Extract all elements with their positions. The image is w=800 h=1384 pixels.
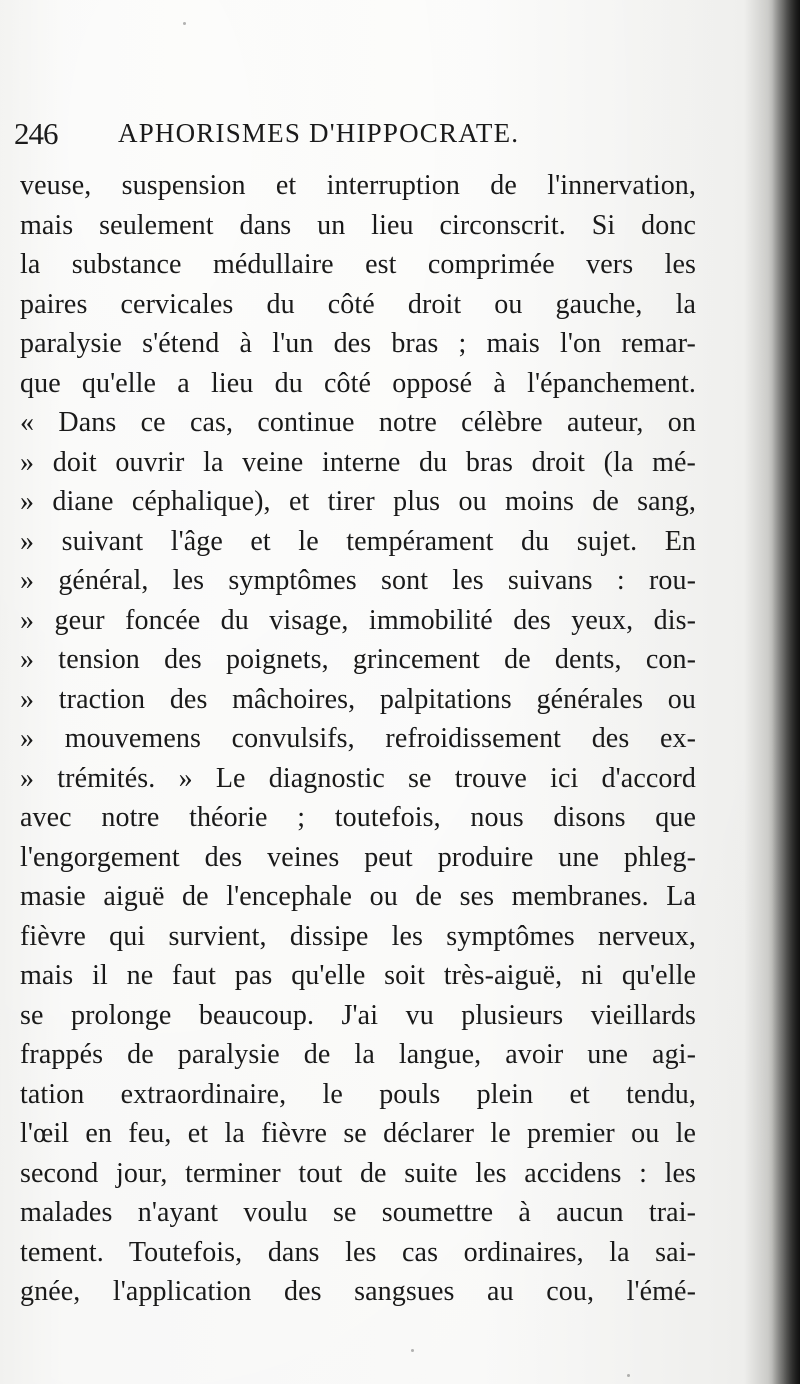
page-header: [14, 116, 734, 156]
text-line: se prolonge beaucoup. J'ai vu plusieurs vieillards: [20, 999, 696, 1031]
text-line: veuse, suspension et interruption de l'innervation,: [20, 170, 696, 201]
text-line: » suivant l'âge et le tempérament du sujet. En: [20, 525, 696, 557]
text-line: second jour, terminer tout de suite les accidens : les: [20, 1157, 696, 1189]
text-line: paires cervicales du côté droit ou gauche, la: [20, 288, 696, 320]
text-line: » général, les symptômes sont les suivans : rou-: [20, 565, 696, 596]
text-line: mais seulement dans un lieu circonscrit. Si donc: [20, 209, 696, 241]
text-line: » tension des poignets, grincement de dents, con-: [20, 644, 696, 675]
text-line: mais il ne faut pas qu'elle soit très-aiguë, ni qu'elle: [20, 960, 696, 991]
running-title: APHORISMES D'HIPPOCRATE.: [118, 118, 520, 148]
text-line: » trémités. » Le diagnostic se trouve ici d'accord: [20, 762, 696, 794]
page-number: 246: [14, 116, 58, 151]
text-line: que qu'elle a lieu du côté opposé à l'épanchement.: [20, 367, 696, 399]
text-line: la substance médullaire est comprimée vers les: [20, 249, 696, 280]
text-line: malades n'ayant voulu se soumettre à aucun trai-: [20, 1197, 696, 1228]
text-line: tement. Toutefois, dans les cas ordinaires, la sai-: [20, 1236, 696, 1268]
text-line: » traction des mâchoires, palpitations générales ou: [20, 683, 696, 715]
body-text: [20, 166, 696, 1312]
text-line: » diane céphalique), et tirer plus ou moins de sang,: [20, 486, 696, 517]
text-line: l'œil en feu, et la fièvre se déclarer le premier ou le: [20, 1118, 696, 1149]
text-line: fièvre qui survient, dissipe les symptômes nerveux,: [20, 920, 696, 952]
text-line: masie aiguë de l'encephale ou de ses membranes. La: [20, 881, 696, 912]
text-line: tation extraordinaire, le pouls plein et tendu,: [20, 1078, 696, 1110]
text-line: » mouvemens convulsifs, refroidissement des ex-: [20, 723, 696, 754]
paper-speck: [183, 22, 186, 25]
text-line: frappés de paralysie de la langue, avoir une agi-: [20, 1039, 696, 1070]
text-line: avec notre théorie ; toutefois, nous disons que: [20, 802, 696, 833]
paper-speck: [627, 1374, 630, 1377]
text-line: paralysie s'étend à l'un des bras ; mais l'on remar-: [20, 328, 696, 359]
text-line: l'engorgement des veines peut produire une phleg-: [20, 841, 696, 873]
text-line: » doit ouvrir la veine interne du bras droit (la mé-: [20, 446, 696, 478]
text-line: « Dans ce cas, continue notre célèbre auteur, on: [20, 407, 696, 438]
text-line: » geur foncée du visage, immobilité des yeux, dis-: [20, 604, 696, 636]
text-line: gnée, l'application des sangsues au cou, l'émé-: [20, 1276, 696, 1307]
page-gutter-shadow: [772, 0, 800, 1384]
paper-speck: [411, 1349, 414, 1352]
